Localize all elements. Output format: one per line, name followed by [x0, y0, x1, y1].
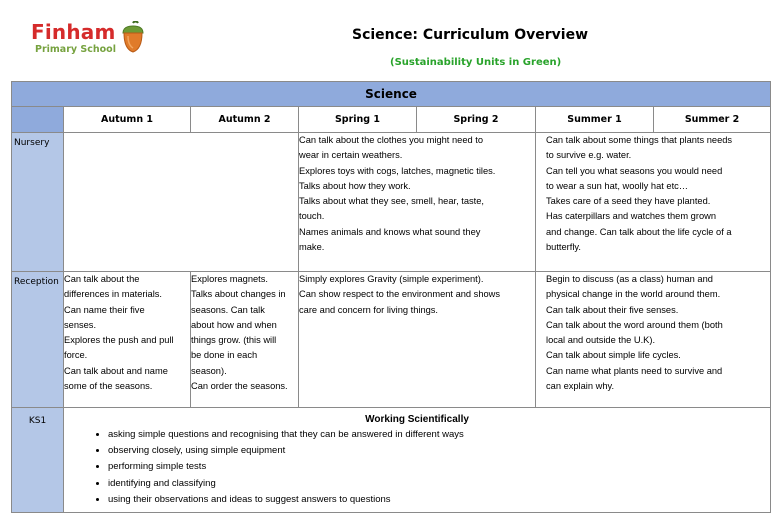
nursery-summer-line: and change. Can talk about the life cycle of a [546, 226, 732, 237]
stage-nursery: Nursery [12, 133, 64, 272]
nursery-spring-line: touch. [299, 211, 325, 222]
term-autumn-2: Autumn 2 [191, 107, 299, 133]
list-item: • identifying and classifying [108, 476, 770, 492]
reception-autumn2-line: Talks about changes in [191, 289, 286, 300]
nursery-spring-line: Can talk about the clothes you might need to [299, 135, 483, 145]
school-subtitle: Primary School [35, 44, 116, 55]
reception-summer-line: Can talk about the word around them (both [546, 319, 723, 330]
nursery-spring-line: Names animals and knows what sound they [299, 226, 481, 237]
reception-spring-line: care and concern for living things. [299, 304, 439, 315]
stage-ks1: KS1 [12, 408, 64, 513]
ks1-cell [64, 408, 771, 513]
working-scientifically-list [64, 427, 770, 508]
reception-spring-line: Can show respect to the environment and shows [299, 289, 501, 300]
reception-summer-line: physical change in the world around them. [546, 289, 721, 300]
nursery-summer-line: Has caterpillars and watches them grown [546, 211, 717, 222]
page-subtitle: (Sustainability Units in Green) [390, 57, 562, 68]
list-item: • observing closely, using simple equipment [108, 443, 770, 459]
ks1-row [12, 408, 771, 513]
reception-autumn2-line: about how and when [191, 319, 277, 330]
reception-autumn1-line: Can talk about and name [64, 365, 168, 376]
reception-autumn1-cell [64, 272, 191, 408]
subject-header-row [12, 82, 771, 107]
reception-autumn2-line: Explores magnets. [191, 274, 268, 284]
term-summer-2: Summer 2 [654, 107, 771, 133]
reception-autumn1-line: Can talk about the [64, 274, 140, 284]
nursery-summer-cell [536, 133, 771, 272]
reception-summer-cell [536, 272, 771, 408]
term-autumn-1: Autumn 1 [64, 107, 191, 133]
nursery-summer-line: Can tell you what seasons you would need [546, 165, 723, 176]
school-name: Finham [31, 20, 116, 44]
term-summer-1: Summer 1 [536, 107, 654, 133]
reception-autumn2-line: season). [191, 365, 227, 376]
reception-summer-line: can explain why. [546, 381, 615, 392]
nursery-spring-line: make. [299, 242, 325, 253]
subject-header: Science [12, 82, 771, 107]
term-header-row [12, 107, 771, 133]
nursery-spring-cell [299, 133, 536, 272]
reception-autumn2-line: be done in each [191, 350, 258, 361]
reception-row [12, 272, 771, 408]
reception-autumn1-line: some of the seasons. [64, 381, 153, 392]
nursery-row [12, 133, 771, 272]
reception-summer-line: Can name what plants need to survive and [546, 365, 723, 376]
reception-summer-line: local and outside the U.K). [546, 335, 656, 346]
reception-autumn2-line: seasons. Can talk [191, 304, 265, 315]
reception-spring-cell [299, 272, 536, 408]
working-scientifically-heading: Working Scientifically [365, 414, 469, 425]
reception-autumn1-line: senses. [64, 319, 97, 330]
reception-summer-line: Can talk about simple life cycles. [546, 350, 681, 361]
reception-summer-line: Begin to discuss (as a class) human and [546, 274, 713, 284]
nursery-summer-line: Takes care of a seed they have planted. [546, 196, 711, 207]
reception-summer-line: Can talk about their five senses. [546, 304, 679, 315]
list-item: • asking simple questions and recognising that they can be answered in different ways [108, 427, 770, 443]
nursery-spring-line: Talks about what they see, smell, hear, taste, [299, 196, 485, 207]
list-item: • using their observations and ideas to suggest answers to questions [108, 492, 770, 508]
nursery-summer-line: butterfly. [546, 242, 581, 253]
reception-autumn2-line: Can order the seasons. [191, 381, 288, 392]
reception-autumn1-line: Can name their five [64, 304, 145, 315]
nursery-spring-line: Explores toys with cogs, latches, magnetic tiles. [299, 165, 496, 176]
nursery-autumn-cell [64, 133, 299, 272]
nursery-spring-line: Talks about how they work. [299, 180, 411, 191]
school-logo [31, 20, 161, 64]
acorn-icon [120, 21, 146, 53]
nursery-spring-line: wear in certain weathers. [299, 150, 403, 161]
reception-spring-line: Simply explores Gravity (simple experiment). [299, 274, 484, 284]
reception-autumn1-line: differences in materials. [64, 289, 163, 300]
nursery-summer-line: Can talk about some things that plants needs [546, 135, 733, 145]
list-item: • performing simple tests [108, 459, 770, 475]
reception-autumn1-line: force. [64, 350, 88, 361]
corner-cell [12, 107, 64, 133]
reception-autumn2-line: things grow. (this will [191, 335, 277, 346]
stage-reception: Reception [12, 272, 64, 408]
nursery-summer-line: to wear a sun hat, woolly hat etc… [546, 180, 689, 191]
page-title: Science: Curriculum Overview [352, 27, 589, 43]
reception-autumn2-cell [191, 272, 299, 408]
term-spring-2: Spring 2 [417, 107, 536, 133]
curriculum-table [11, 81, 771, 513]
term-spring-1: Spring 1 [299, 107, 417, 133]
reception-autumn1-line: Explores the push and pull [64, 335, 174, 346]
nursery-summer-line: to survive e.g. water. [546, 150, 632, 161]
